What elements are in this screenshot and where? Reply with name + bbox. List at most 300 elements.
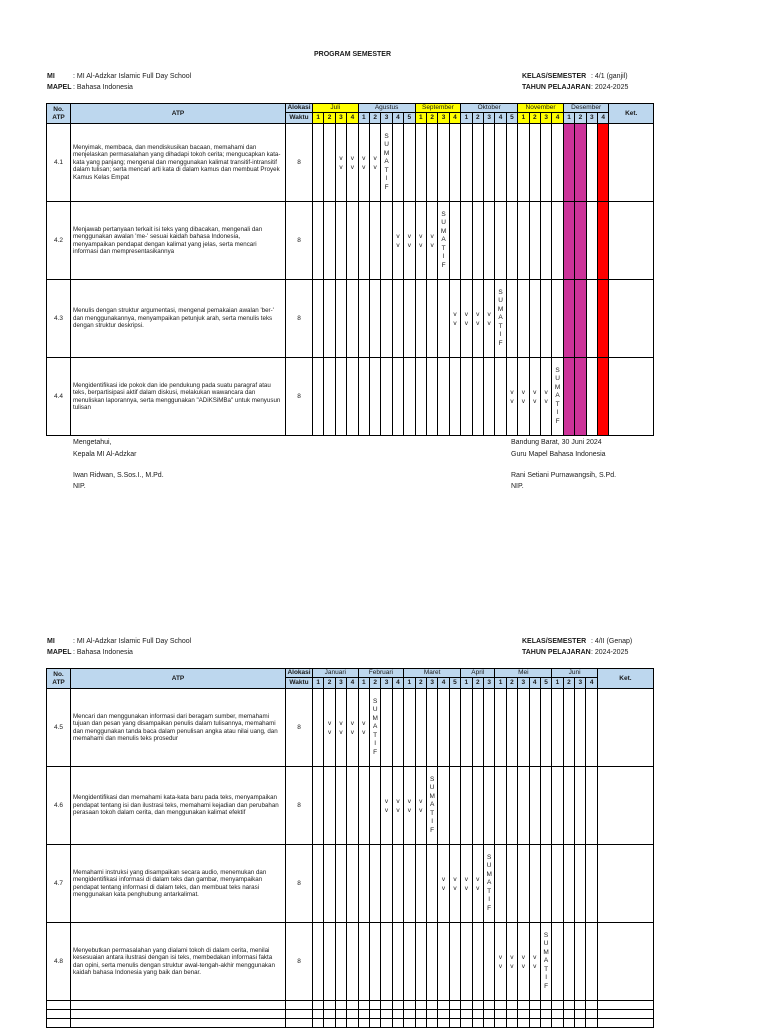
- week-cell: [438, 689, 449, 767]
- week-cell: [358, 845, 369, 923]
- table-row: [47, 358, 654, 436]
- month-header: Juli: [313, 104, 359, 113]
- week-number: 5: [540, 678, 551, 689]
- mapel-value-2: : Bahasa Indonesia: [73, 649, 133, 656]
- week-cell: [552, 689, 563, 767]
- week-cell: [324, 280, 335, 358]
- v-mark: v v: [419, 232, 423, 249]
- alokasi-value: 8: [286, 923, 313, 1001]
- week-number: 4: [552, 113, 563, 124]
- table-row: [47, 280, 654, 358]
- empty-cell: [586, 1010, 597, 1019]
- week-number: 4: [597, 113, 608, 124]
- v-mark: v v: [533, 953, 537, 970]
- table-row: [47, 689, 654, 767]
- sumatif-mark: S U M A T I F: [543, 932, 549, 990]
- sumatif-mark: S U M A T I F: [554, 367, 561, 425]
- week-cell: [358, 358, 369, 436]
- week-cell: [461, 124, 472, 202]
- ket-cell: [597, 767, 653, 845]
- week-cell: [324, 124, 335, 202]
- week-number: 4: [495, 113, 506, 124]
- empty-cell: [597, 1019, 653, 1028]
- week-cell: [575, 923, 586, 1001]
- week-cell: [506, 124, 517, 202]
- sumatif-mark: S U M A T I F: [429, 776, 435, 834]
- week-number: 2: [506, 678, 517, 689]
- week-cell: [426, 280, 437, 358]
- sumatif-mark: S U M A T I F: [486, 854, 492, 912]
- week-cell: [540, 124, 551, 202]
- v-mark: v v: [327, 719, 332, 736]
- week-cell: [415, 923, 426, 1001]
- v-mark: v v: [476, 875, 480, 892]
- week-cell: [392, 202, 403, 280]
- v-mark: v v: [384, 797, 389, 814]
- week-cell: [449, 767, 460, 845]
- week-cell: [358, 280, 369, 358]
- empty-cell: [552, 1001, 563, 1010]
- week-cell: [438, 202, 449, 280]
- guru-nip: NIP.: [511, 483, 524, 490]
- week-cell: [529, 280, 540, 358]
- week-cell: [347, 358, 358, 436]
- table-row: [47, 124, 654, 202]
- ket-cell: [597, 845, 653, 923]
- empty-cell: [392, 1019, 403, 1028]
- col-header-no-text: No.: [53, 670, 64, 678]
- week-cell: [563, 202, 574, 280]
- empty-cell: [563, 1010, 574, 1019]
- week-cell: [472, 845, 483, 923]
- empty-cell: [540, 1010, 551, 1019]
- atp-description: Mengidentifikasi ide pokok dan ide pendukung pada suatu paragraf atau teks, berpartisipasi aktif dalam diskusi, melakukan wawancara dan menuliskan laporannya, serta menggunakan "ADiKSiMBa" untuk menyusun tulisan: [71, 358, 286, 436]
- empty-cell: [426, 1010, 437, 1019]
- empty-cell: [495, 1001, 506, 1010]
- v-mark: v v: [396, 797, 400, 814]
- empty-cell: [381, 1019, 392, 1028]
- week-cell: [438, 124, 449, 202]
- week-cell: [449, 280, 460, 358]
- week-number: 1: [461, 113, 472, 124]
- week-cell: [404, 202, 415, 280]
- week-number: 1: [358, 113, 369, 124]
- table-row: [47, 202, 654, 280]
- week-cell: [495, 124, 506, 202]
- empty-cell: [335, 1010, 346, 1019]
- empty-cell: [392, 1010, 403, 1019]
- empty-cell: [47, 1010, 71, 1019]
- week-cell: [404, 923, 415, 1001]
- col-header-ket: Ket.: [609, 104, 654, 124]
- col-header-atp: ATP: [71, 669, 286, 689]
- week-cell: [586, 689, 597, 767]
- week-cell: [586, 923, 597, 1001]
- empty-cell: [392, 1001, 403, 1010]
- week-number: 4: [347, 113, 358, 124]
- week-cell: [358, 689, 369, 767]
- week-number: 3: [335, 113, 346, 124]
- empty-cell: [506, 1019, 517, 1028]
- col-header-alokasi: Alokasi: [287, 104, 311, 111]
- empty-cell: [324, 1010, 335, 1019]
- week-cell: [347, 845, 358, 923]
- week-cell: [438, 767, 449, 845]
- week-cell: [381, 280, 392, 358]
- week-cell: [426, 358, 437, 436]
- week-cell: [335, 923, 346, 1001]
- month-header: Desember: [563, 104, 609, 113]
- empty-cell: [415, 1019, 426, 1028]
- week-cell: [552, 124, 563, 202]
- week-cell: [369, 280, 380, 358]
- week-cell: [575, 124, 586, 202]
- v-mark: v v: [350, 154, 354, 171]
- week-cell: [597, 358, 608, 436]
- week-cell: [483, 280, 494, 358]
- week-cell: [552, 923, 563, 1001]
- v-mark: v v: [362, 719, 366, 736]
- week-cell: [575, 689, 586, 767]
- week-cell: [483, 689, 494, 767]
- week-cell: [461, 280, 472, 358]
- empty-cell: [47, 1001, 71, 1010]
- empty-cell: [529, 1019, 540, 1028]
- week-cell: [347, 124, 358, 202]
- empty-cell: [313, 1010, 324, 1019]
- week-number: 1: [518, 113, 529, 124]
- v-mark: v v: [339, 719, 343, 736]
- week-cell: [324, 202, 335, 280]
- week-cell: [335, 845, 346, 923]
- week-cell: [381, 845, 392, 923]
- month-header: September: [415, 104, 461, 113]
- empty-cell: [449, 1001, 460, 1010]
- atp-number: 4.1: [47, 124, 71, 202]
- v-mark: v v: [544, 388, 548, 405]
- v-mark: v v: [430, 232, 434, 249]
- empty-cell: [324, 1019, 335, 1028]
- empty-cell: [506, 1001, 517, 1010]
- week-cell: [529, 202, 540, 280]
- week-cell: [369, 124, 380, 202]
- week-number: 3: [518, 678, 529, 689]
- week-number: 2: [415, 678, 426, 689]
- week-number: 3: [575, 678, 586, 689]
- empty-cell: [71, 1001, 286, 1010]
- atp-number: 4.5: [47, 689, 71, 767]
- week-cell: [472, 767, 483, 845]
- week-cell: [347, 767, 358, 845]
- week-number: 4: [449, 113, 460, 124]
- v-mark: v v: [373, 154, 377, 171]
- kelas-label-2: KELAS/SEMESTER: [522, 638, 587, 645]
- week-cell: [529, 124, 540, 202]
- schedule-table-semester-1: [46, 103, 654, 436]
- week-cell: [381, 124, 392, 202]
- week-cell: [426, 923, 437, 1001]
- col-header-no: No. ATP: [47, 104, 71, 124]
- week-number: 1: [461, 678, 472, 689]
- week-cell: [597, 202, 608, 280]
- atp-number: 4.6: [47, 767, 71, 845]
- atp-description: Menyimak, membaca, dan mendiskusikan bacaan, memahami dan menjelaskan permasalahan yang dihadapi tokoh cerita; mengucapkan kata-kata yang panjang; mengenal dan menggunakan kalimat transitif-intransitif dalam tulisan; serta mencari arti kata di dalam kamus dan membuat Proyek Kamus Kelas Empat: [71, 124, 286, 202]
- empty-cell: [472, 1010, 483, 1019]
- tahun-label-2: TAHUN PELAJARAN: [522, 649, 591, 656]
- mapel-label-2: MAPEL: [47, 649, 72, 656]
- week-cell: [472, 124, 483, 202]
- week-cell: [426, 689, 437, 767]
- week-cell: [324, 767, 335, 845]
- week-cell: [392, 923, 403, 1001]
- empty-cell: [324, 1001, 335, 1010]
- empty-cell: [438, 1001, 449, 1010]
- page-title: PROGRAM SEMESTER: [314, 51, 392, 58]
- ket-cell: [609, 124, 654, 202]
- week-cell: [586, 124, 597, 202]
- week-cell: [472, 202, 483, 280]
- empty-row: [47, 1019, 654, 1028]
- week-cell: [563, 280, 574, 358]
- week-cell: [495, 923, 506, 1001]
- empty-cell: [313, 1019, 324, 1028]
- week-number: 2: [369, 113, 380, 124]
- week-number: 1: [313, 113, 324, 124]
- week-cell: [552, 845, 563, 923]
- week-cell: [404, 845, 415, 923]
- week-cell: [324, 923, 335, 1001]
- empty-cell: [506, 1010, 517, 1019]
- week-cell: [586, 767, 597, 845]
- week-number: 2: [369, 678, 380, 689]
- week-cell: [313, 923, 324, 1001]
- week-cell: [415, 767, 426, 845]
- week-cell: [552, 767, 563, 845]
- alokasi-value: 8: [286, 280, 313, 358]
- empty-cell: [575, 1019, 586, 1028]
- atp-description: Menyebutkan permasalahan yang dialami tokoh di dalam cerita, menilai kesesuaian antara ilustrasi dengan isi teks, membedakan informasi fakta dan opini, serta menulis dengan struktur awal-tengah-akhir menggunakan kaidah bahasa Indonesia yang baik dan benar.: [71, 923, 286, 1001]
- empty-cell: [586, 1001, 597, 1010]
- empty-cell: [71, 1019, 286, 1028]
- month-header: Agustus: [358, 104, 415, 113]
- mi-value: : MI Al-Adzkar Islamic Full Day School: [73, 73, 192, 80]
- alokasi-value: 8: [286, 689, 313, 767]
- week-cell: [358, 202, 369, 280]
- empty-cell: [438, 1010, 449, 1019]
- empty-cell: [529, 1010, 540, 1019]
- empty-cell: [449, 1010, 460, 1019]
- week-number: 5: [506, 113, 517, 124]
- week-number: 4: [347, 678, 358, 689]
- atp-description: Mencari dan menggunakan informasi dari beragam sumber, memahami tujuan dan pesan yang disampaikan penulis dalam tulisannya, memahami dan menggunakan tanda baca dalam penulisan angka atau nilai uang, dan memahami dan menulis teks prosedur: [71, 689, 286, 767]
- week-cell: [369, 845, 380, 923]
- week-cell: [563, 689, 574, 767]
- week-cell: [540, 358, 551, 436]
- empty-cell: [461, 1010, 472, 1019]
- v-mark: v v: [521, 953, 525, 970]
- week-number: 2: [563, 678, 574, 689]
- ket-cell: [609, 358, 654, 436]
- empty-cell: [381, 1001, 392, 1010]
- alokasi-value: 8: [286, 767, 313, 845]
- week-number: 5: [449, 678, 460, 689]
- mi-label-2: MI: [47, 638, 55, 645]
- atp-number: 4.7: [47, 845, 71, 923]
- week-cell: [575, 845, 586, 923]
- week-cell: [392, 358, 403, 436]
- week-cell: [313, 202, 324, 280]
- week-cell: [347, 280, 358, 358]
- week-number: 2: [472, 678, 483, 689]
- week-cell: [415, 124, 426, 202]
- week-cell: [575, 202, 586, 280]
- week-cell: [563, 767, 574, 845]
- atp-number: 4.4: [47, 358, 71, 436]
- week-cell: [335, 358, 346, 436]
- mapel-value: : Bahasa Indonesia: [73, 84, 133, 91]
- empty-cell: [426, 1001, 437, 1010]
- week-cell: [347, 202, 358, 280]
- alokasi-value: 8: [286, 124, 313, 202]
- atp-description: Menjawab pertanyaan terkait isi teks yang dibacakan, mengenali dan menggunakan awalan 'me-' sesuai kaidah bahasa Indonesia, menyampaikan pendapat dengan kalimat yang jelas, serta mencari informasi dan mempresentasikannya: [71, 202, 286, 280]
- week-cell: [426, 845, 437, 923]
- empty-cell: [438, 1019, 449, 1028]
- week-cell: [586, 358, 597, 436]
- week-cell: [438, 845, 449, 923]
- week-number: 3: [483, 113, 494, 124]
- week-cell: [461, 202, 472, 280]
- v-mark: v v: [453, 875, 457, 892]
- empty-cell: [426, 1019, 437, 1028]
- week-cell: [506, 767, 517, 845]
- week-cell: [449, 689, 460, 767]
- alokasi-value: 8: [286, 202, 313, 280]
- week-number: 3: [438, 113, 449, 124]
- week-cell: [518, 358, 529, 436]
- col-header-waktu: Waktu: [286, 113, 313, 124]
- week-cell: [369, 767, 380, 845]
- week-cell: [575, 767, 586, 845]
- week-cell: [563, 923, 574, 1001]
- week-cell: [404, 124, 415, 202]
- atp-description: Menulis dengan struktur argumentasi, mengenal pemakaian awalan 'ber-' dan menggunakannya, menyampaikan petunjuk arah, serta menulis teks dengan struktur deskripsi.: [71, 280, 286, 358]
- week-cell: [495, 767, 506, 845]
- week-cell: [506, 689, 517, 767]
- week-cell: [404, 767, 415, 845]
- v-mark: v v: [533, 388, 537, 405]
- empty-cell: [563, 1019, 574, 1028]
- empty-cell: [586, 1019, 597, 1028]
- week-cell: [518, 923, 529, 1001]
- v-mark: v v: [407, 232, 411, 249]
- v-mark: v v: [419, 797, 423, 814]
- ket-cell: [597, 923, 653, 1001]
- empty-cell: [472, 1001, 483, 1010]
- week-number: 3: [335, 678, 346, 689]
- week-cell: [506, 845, 517, 923]
- empty-cell: [483, 1001, 494, 1010]
- week-cell: [575, 280, 586, 358]
- v-mark: v v: [487, 310, 491, 327]
- col-header-ket: Ket.: [597, 669, 653, 689]
- week-cell: [483, 923, 494, 1001]
- week-number: 2: [472, 113, 483, 124]
- week-cell: [426, 124, 437, 202]
- week-cell: [369, 689, 380, 767]
- week-cell: [449, 202, 460, 280]
- empty-cell: [449, 1019, 460, 1028]
- week-cell: [449, 358, 460, 436]
- week-cell: [449, 845, 460, 923]
- week-number: 2: [324, 678, 335, 689]
- week-cell: [449, 124, 460, 202]
- empty-cell: [404, 1010, 415, 1019]
- week-cell: [461, 358, 472, 436]
- empty-cell: [369, 1019, 380, 1028]
- month-header: November: [518, 104, 564, 113]
- empty-cell: [404, 1019, 415, 1028]
- week-cell: [324, 689, 335, 767]
- empty-cell: [597, 1010, 653, 1019]
- week-cell: [518, 280, 529, 358]
- empty-cell: [461, 1001, 472, 1010]
- week-cell: [472, 689, 483, 767]
- week-number: 3: [540, 113, 551, 124]
- week-cell: [415, 358, 426, 436]
- table-row: [47, 845, 654, 923]
- place-date: Bandung Barat, 30 Juni 2024: [511, 439, 602, 446]
- mi-label: MI: [47, 73, 55, 80]
- week-cell: [586, 845, 597, 923]
- table-row: [47, 767, 654, 845]
- kepala-nip: NIP.: [73, 483, 86, 490]
- v-mark: v v: [396, 232, 400, 249]
- week-cell: [347, 689, 358, 767]
- kelas-value: : 4/1 (ganjil): [591, 73, 628, 80]
- empty-cell: [415, 1010, 426, 1019]
- week-cell: [461, 845, 472, 923]
- alokasi-value: 8: [286, 845, 313, 923]
- week-cell: [586, 202, 597, 280]
- mengetahui-text: Mengetahui,: [73, 439, 112, 446]
- week-cell: [597, 280, 608, 358]
- atp-number: 4.3: [47, 280, 71, 358]
- week-number: 2: [575, 113, 586, 124]
- week-cell: [335, 202, 346, 280]
- week-cell: [404, 358, 415, 436]
- tahun-value: : 2024-2025: [591, 84, 629, 91]
- week-cell: [461, 767, 472, 845]
- empty-cell: [575, 1010, 586, 1019]
- week-cell: [540, 767, 551, 845]
- week-cell: [529, 923, 540, 1001]
- empty-cell: [563, 1001, 574, 1010]
- alokasi-value: 8: [286, 358, 313, 436]
- empty-cell: [495, 1010, 506, 1019]
- week-number: 4: [392, 678, 403, 689]
- week-cell: [540, 845, 551, 923]
- week-cell: [335, 689, 346, 767]
- sumatif-mark: S U M A T I F: [383, 133, 390, 191]
- week-cell: [324, 358, 335, 436]
- week-cell: [597, 124, 608, 202]
- v-mark: v v: [441, 875, 446, 892]
- empty-cell: [313, 1001, 324, 1010]
- week-cell: [313, 358, 324, 436]
- week-cell: [358, 923, 369, 1001]
- v-mark: v v: [476, 310, 480, 327]
- guru-title: Guru Mapel Bahasa Indonesia: [511, 451, 606, 458]
